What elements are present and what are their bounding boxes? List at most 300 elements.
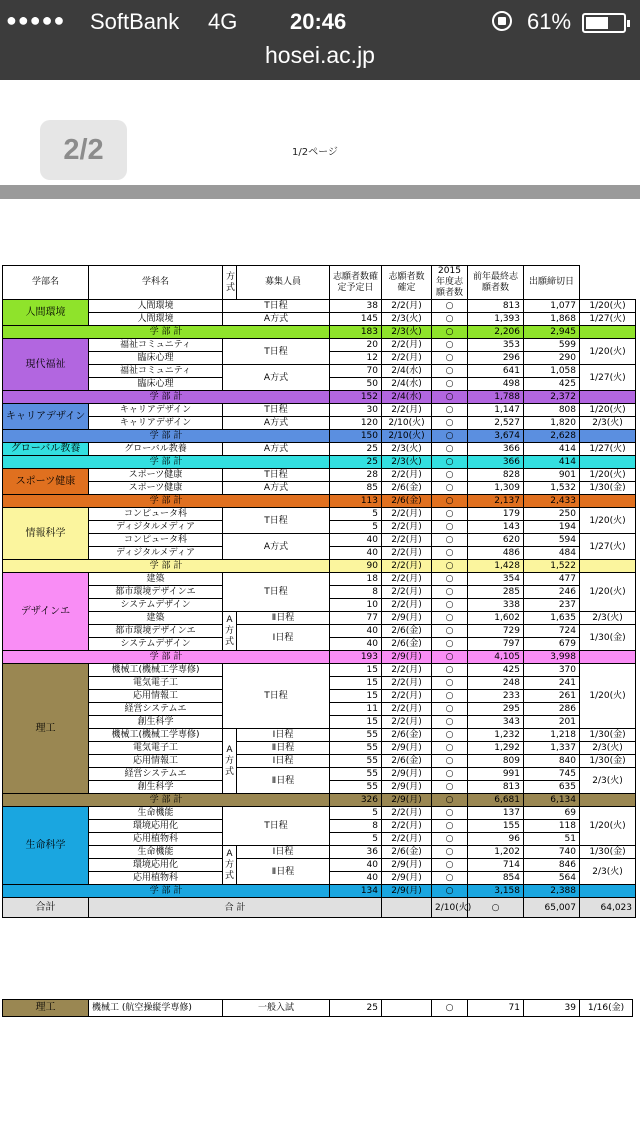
table-row (3, 339, 636, 352)
capacity-cell: 40 (330, 625, 382, 638)
confirmed-cell: ○ (432, 859, 468, 872)
applicants-cell: 248 (468, 677, 524, 690)
total-applicants: 1,428 (468, 560, 524, 573)
total-date: 2/4(水) (382, 391, 432, 404)
prev-applicants-cell: 745 (524, 768, 580, 781)
grand-total-prev: 64,023 (580, 898, 636, 918)
total-confirmed: ○ (432, 430, 468, 443)
total-deadline (580, 456, 636, 469)
prev-applicants-cell: 246 (524, 586, 580, 599)
table-row (3, 482, 636, 495)
table-row (3, 768, 636, 781)
confirm-date-cell: 2/9(月) (382, 742, 432, 755)
capacity-cell: 8 (330, 586, 382, 599)
table-row (3, 300, 636, 313)
applicants-cell: 1,602 (468, 612, 524, 625)
method-cell: Ⅱ日程 (237, 768, 330, 794)
confirmed-cell: ○ (432, 521, 468, 534)
prev-applicants-cell: 194 (524, 521, 580, 534)
header-applicants-2015: 2015年度志願者数 (432, 266, 468, 300)
a-method-vertical-label: A方式 (223, 729, 237, 794)
applicants-cell: 486 (468, 547, 524, 560)
confirm-date-cell: 2/2(月) (382, 534, 432, 547)
total-deadline (580, 495, 636, 508)
confirmed-cell: ○ (432, 547, 468, 560)
applicants-cell: 1,292 (468, 742, 524, 755)
confirmed-cell: ○ (432, 482, 468, 495)
faculty-total-row (3, 794, 636, 807)
applicants-cell: 620 (468, 534, 524, 547)
total-confirmed: ○ (432, 794, 468, 807)
total-deadline (580, 391, 636, 404)
prev-applicants-cell: 564 (524, 872, 580, 885)
applicants-cell: 295 (468, 703, 524, 716)
confirmed-cell: ○ (432, 833, 468, 846)
capacity-cell: 85 (330, 482, 382, 495)
department-cell: コンピュータ科 (89, 508, 223, 521)
prev-applicants-cell: 118 (524, 820, 580, 833)
carrier-name: SoftBank (90, 9, 180, 34)
method-cell: T日程 (223, 404, 330, 417)
confirm-date-cell: 2/2(月) (382, 586, 432, 599)
faculty-cell: 現代福祉 (3, 339, 89, 391)
method-cell: T日程 (223, 469, 330, 482)
table-header-row (3, 266, 636, 300)
confirmed-cell: ○ (432, 300, 468, 313)
battery-icon (582, 13, 626, 33)
department-cell: 電気電子工 (89, 677, 223, 690)
confirm-date-cell: 2/2(月) (382, 508, 432, 521)
confirm-date-cell: 2/9(月) (382, 612, 432, 625)
total-date: 2/10(火) (382, 430, 432, 443)
extra-method: 一般入試 (223, 1000, 330, 1017)
faculty-total-label: 学 部 計 (3, 651, 330, 664)
confirm-date-cell: 2/9(月) (382, 872, 432, 885)
faculty-total-row (3, 651, 636, 664)
method-cell: T日程 (223, 300, 330, 313)
department-cell: 機械工(機械工学専修) (89, 664, 223, 677)
capacity-cell: 77 (330, 612, 382, 625)
total-confirmed: ○ (432, 326, 468, 339)
table-row (3, 404, 636, 417)
faculty-total-row (3, 495, 636, 508)
table-row (3, 313, 636, 326)
department-cell: 建築 (89, 573, 223, 586)
deadline-cell: 1/27(火) (580, 313, 636, 326)
total-applicants: 2,206 (468, 326, 524, 339)
department-cell: 人間環境 (89, 313, 223, 326)
faculty-cell: キャリアデザイン (3, 404, 89, 430)
prev-applicants-cell: 808 (524, 404, 580, 417)
faculty-total-label: 学 部 計 (3, 391, 330, 404)
grand-total-faculty: 合計 (3, 898, 89, 918)
total-date: 2/6(金) (382, 495, 432, 508)
confirm-date-cell: 2/2(月) (382, 716, 432, 729)
table-row (3, 664, 636, 677)
prev-applicants-cell: 679 (524, 638, 580, 651)
table-row (3, 573, 636, 586)
confirm-date-cell: 2/2(月) (382, 833, 432, 846)
total-capacity: 113 (330, 495, 382, 508)
prev-applicants-cell: 1,218 (524, 729, 580, 742)
confirm-date-cell: 2/6(金) (382, 846, 432, 859)
applicants-cell: 296 (468, 352, 524, 365)
total-confirmed: ○ (432, 885, 468, 898)
total-confirmed: ○ (432, 495, 468, 508)
confirm-date-cell: 2/6(金) (382, 482, 432, 495)
total-date: 2/3(火) (382, 456, 432, 469)
confirm-date-cell: 2/6(金) (382, 755, 432, 768)
deadline-cell: 1/20(火) (580, 664, 636, 729)
department-cell: 臨床心理 (89, 352, 223, 365)
department-cell: 人間環境 (89, 300, 223, 313)
total-prev: 2,628 (524, 430, 580, 443)
deadline-cell: 2/3(火) (580, 417, 636, 430)
extra-date (382, 1000, 432, 1017)
capacity-cell: 20 (330, 339, 382, 352)
total-deadline (580, 560, 636, 573)
faculty-total-row (3, 885, 636, 898)
total-capacity: 152 (330, 391, 382, 404)
capacity-cell: 15 (330, 690, 382, 703)
prev-applicants-cell: 740 (524, 846, 580, 859)
confirm-date-cell: 2/2(月) (382, 807, 432, 820)
prev-applicants-cell: 414 (524, 443, 580, 456)
total-applicants: 366 (468, 456, 524, 469)
total-deadline (580, 885, 636, 898)
faculty-total-row (3, 430, 636, 443)
capacity-cell: 28 (330, 469, 382, 482)
total-applicants: 3,674 (468, 430, 524, 443)
confirm-date-cell: 2/2(月) (382, 352, 432, 365)
confirmed-cell: ○ (432, 443, 468, 456)
applicants-cell: 854 (468, 872, 524, 885)
prev-applicants-cell: 901 (524, 469, 580, 482)
extra-capacity: 25 (330, 1000, 382, 1017)
table-row (3, 846, 636, 859)
department-cell: 応用植物科 (89, 833, 223, 846)
prev-applicants-cell: 261 (524, 690, 580, 703)
method-cell: Ⅰ日程 (237, 846, 330, 859)
confirmed-cell: ○ (432, 638, 468, 651)
confirmed-cell: ○ (432, 820, 468, 833)
prev-applicants-cell: 425 (524, 378, 580, 391)
table-row (3, 534, 636, 547)
confirm-date-cell: 2/2(月) (382, 677, 432, 690)
department-cell: 生命機能 (89, 807, 223, 820)
total-confirmed: ○ (432, 651, 468, 664)
deadline-cell: 2/3(火) (580, 612, 636, 625)
confirmed-cell: ○ (432, 703, 468, 716)
confirmed-cell: ○ (432, 469, 468, 482)
faculty-cell: 生命科学 (3, 807, 89, 885)
deadline-cell: 1/20(火) (580, 807, 636, 846)
grand-total-capacity (382, 898, 432, 918)
department-cell: 機械工(機械工学専修) (89, 729, 223, 742)
header-faculty: 学部名 (3, 266, 89, 300)
prev-applicants-cell: 370 (524, 664, 580, 677)
faculty-cell: デザインエ (3, 573, 89, 651)
deadline-cell: 1/20(火) (580, 300, 636, 313)
deadline-cell: 1/27(火) (580, 534, 636, 560)
applicants-cell: 179 (468, 508, 524, 521)
capacity-cell: 38 (330, 300, 382, 313)
table-row (3, 729, 636, 742)
total-deadline (580, 326, 636, 339)
confirm-date-cell: 2/2(月) (382, 339, 432, 352)
confirmed-cell: ○ (432, 846, 468, 859)
total-applicants: 3,158 (468, 885, 524, 898)
table-row (3, 807, 636, 820)
faculty-total-row (3, 456, 636, 469)
prev-applicants-cell: 290 (524, 352, 580, 365)
status-bar (0, 0, 640, 80)
table-row (3, 612, 636, 625)
extra-department: 機械工 (航空操縦学専修) (89, 1000, 223, 1017)
applicants-cell: 828 (468, 469, 524, 482)
capacity-cell: 40 (330, 534, 382, 547)
capacity-cell: 5 (330, 521, 382, 534)
method-cell: A方式 (223, 482, 330, 495)
capacity-cell: 40 (330, 872, 382, 885)
faculty-total-row (3, 391, 636, 404)
method-cell: T日程 (223, 664, 330, 729)
faculty-total-label: 学 部 計 (3, 430, 330, 443)
applicants-cell: 233 (468, 690, 524, 703)
total-capacity: 90 (330, 560, 382, 573)
applicants-cell: 425 (468, 664, 524, 677)
confirm-date-cell: 2/2(月) (382, 664, 432, 677)
capacity-cell: 145 (330, 313, 382, 326)
confirm-date-cell: 2/2(月) (382, 573, 432, 586)
deadline-cell: 1/20(火) (580, 508, 636, 534)
department-cell: 経営システムエ (89, 768, 223, 781)
total-prev: 2,388 (524, 885, 580, 898)
extra-deadline: 1/16(金) (580, 1000, 633, 1017)
method-cell: A方式 (223, 443, 330, 456)
confirmed-cell: ○ (432, 742, 468, 755)
confirmed-cell: ○ (432, 781, 468, 794)
header-department: 学科名 (89, 266, 223, 300)
faculty-cell: スポーツ健康 (3, 469, 89, 495)
department-cell: 都市環境デザインエ (89, 625, 223, 638)
total-capacity: 183 (330, 326, 382, 339)
a-method-vertical-label: A方式 (223, 846, 237, 885)
deadline-cell: 1/30(金) (580, 846, 636, 859)
confirmed-cell: ○ (432, 404, 468, 417)
prev-applicants-cell: 237 (524, 599, 580, 612)
total-capacity: 25 (330, 456, 382, 469)
department-cell: 生命機能 (89, 846, 223, 859)
extra-table (2, 999, 633, 1017)
clock: 20:46 (290, 9, 347, 34)
rotation-lock-icon (492, 11, 512, 31)
prev-applicants-cell: 484 (524, 547, 580, 560)
confirmed-cell: ○ (432, 573, 468, 586)
method-cell: Ⅱ日程 (237, 612, 330, 625)
confirm-date-cell: 2/3(火) (382, 443, 432, 456)
applicants-cell: 2,527 (468, 417, 524, 430)
capacity-cell: 40 (330, 859, 382, 872)
confirmed-cell: ○ (432, 599, 468, 612)
department-cell: 臨床心理 (89, 378, 223, 391)
capacity-cell: 5 (330, 508, 382, 521)
header-confirm-date: 志願者数確定予定日 (330, 266, 382, 300)
grand-total-applicants: 65,007 (524, 898, 580, 918)
faculty-total-label: 学 部 計 (3, 326, 330, 339)
total-applicants: 1,788 (468, 391, 524, 404)
confirmed-cell: ○ (432, 677, 468, 690)
capacity-cell: 50 (330, 378, 382, 391)
capacity-cell: 55 (330, 755, 382, 768)
confirm-date-cell: 2/3(火) (382, 313, 432, 326)
method-cell: Ⅱ日程 (237, 742, 330, 755)
a-method-vertical-label: A方式 (223, 612, 237, 651)
faculty-total-row (3, 560, 636, 573)
table-row (3, 508, 636, 521)
confirm-date-cell: 2/2(月) (382, 521, 432, 534)
header-deadline: 出願締切日 (524, 266, 580, 300)
capacity-cell: 5 (330, 833, 382, 846)
total-applicants: 2,137 (468, 495, 524, 508)
battery-percent: 61% (527, 9, 572, 34)
prev-applicants-cell: 1,820 (524, 417, 580, 430)
prev-applicants-cell: 1,868 (524, 313, 580, 326)
applicants-cell: 285 (468, 586, 524, 599)
method-cell: Ⅰ日程 (237, 729, 330, 742)
prev-applicants-cell: 477 (524, 573, 580, 586)
confirmed-cell: ○ (432, 508, 468, 521)
table-row (3, 742, 636, 755)
confirm-date-cell: 2/9(月) (382, 768, 432, 781)
confirmed-cell: ○ (432, 716, 468, 729)
total-capacity: 326 (330, 794, 382, 807)
faculty-total-label: 学 部 計 (3, 495, 330, 508)
confirmed-cell: ○ (432, 807, 468, 820)
department-cell: 福祉コミュニティ (89, 365, 223, 378)
confirmed-cell: ○ (432, 729, 468, 742)
grand-total-label: 合 計 (89, 898, 382, 918)
applicants-cell: 1,232 (468, 729, 524, 742)
confirmed-cell: ○ (432, 755, 468, 768)
department-cell: スポーツ健康 (89, 469, 223, 482)
confirm-date-cell: 2/10(火) (382, 417, 432, 430)
applicants-cell: 991 (468, 768, 524, 781)
applicants-cell: 353 (468, 339, 524, 352)
prev-applicants-cell: 594 (524, 534, 580, 547)
prev-applicants-cell: 69 (524, 807, 580, 820)
total-applicants: 6,681 (468, 794, 524, 807)
applicants-cell: 641 (468, 365, 524, 378)
prev-applicants-cell: 1,077 (524, 300, 580, 313)
confirmed-cell: ○ (432, 313, 468, 326)
department-cell: 建築 (89, 612, 223, 625)
table-row (3, 859, 636, 872)
faculty-total-label: 学 部 計 (3, 456, 330, 469)
applicants-cell: 354 (468, 573, 524, 586)
applicants-cell: 137 (468, 807, 524, 820)
grand-total-confirmed: ○ (468, 898, 524, 918)
capacity-cell: 8 (330, 820, 382, 833)
department-cell: 環境応用化 (89, 859, 223, 872)
deadline-cell: 1/20(火) (580, 573, 636, 612)
method-cell: T日程 (223, 508, 330, 534)
department-cell: 電気電子工 (89, 742, 223, 755)
confirmed-cell: ○ (432, 625, 468, 638)
total-date: 2/3(火) (382, 326, 432, 339)
faculty-total-label: 学 部 計 (3, 794, 330, 807)
grand-total-row (3, 898, 636, 918)
total-prev: 1,522 (524, 560, 580, 573)
confirm-date-cell: 2/2(月) (382, 404, 432, 417)
prev-applicants-cell: 635 (524, 781, 580, 794)
capacity-cell: 40 (330, 638, 382, 651)
department-cell: スポーツ健康 (89, 482, 223, 495)
total-confirmed: ○ (432, 456, 468, 469)
applicants-cell: 813 (468, 781, 524, 794)
faculty-cell: 人間環境 (3, 300, 89, 326)
total-capacity: 150 (330, 430, 382, 443)
applicants-cell: 813 (468, 300, 524, 313)
confirmed-cell: ○ (432, 664, 468, 677)
capacity-cell: 10 (330, 599, 382, 612)
department-cell: システムデザイン (89, 638, 223, 651)
confirm-date-cell: 2/2(月) (382, 690, 432, 703)
department-cell: ディジタルメディア (89, 521, 223, 534)
table-row (3, 755, 636, 768)
capacity-cell: 12 (330, 352, 382, 365)
capacity-cell: 15 (330, 716, 382, 729)
department-cell: 創生科学 (89, 781, 223, 794)
total-deadline (580, 651, 636, 664)
department-cell: 都市環境デザインエ (89, 586, 223, 599)
prev-applicants-cell: 846 (524, 859, 580, 872)
total-confirmed: ○ (432, 560, 468, 573)
confirm-date-cell: 2/2(月) (382, 469, 432, 482)
method-cell: A方式 (223, 313, 330, 326)
confirm-date-cell: 2/4(水) (382, 365, 432, 378)
method-cell: A方式 (223, 365, 330, 391)
confirm-date-cell: 2/2(月) (382, 599, 432, 612)
capacity-cell: 40 (330, 547, 382, 560)
confirm-date-cell: 2/2(月) (382, 300, 432, 313)
applicants-table (2, 265, 636, 918)
extra-prev: 39 (524, 1000, 580, 1017)
header-capacity: 募集人員 (237, 266, 330, 300)
total-deadline (580, 794, 636, 807)
prev-applicants-cell: 286 (524, 703, 580, 716)
department-cell: 応用情報工 (89, 755, 223, 768)
deadline-cell: 2/3(火) (580, 859, 636, 885)
capacity-cell: 70 (330, 365, 382, 378)
confirm-date-cell: 2/9(月) (382, 859, 432, 872)
total-capacity: 193 (330, 651, 382, 664)
confirm-date-cell: 2/6(金) (382, 638, 432, 651)
applicants-cell: 1,309 (468, 482, 524, 495)
confirmed-cell: ○ (432, 339, 468, 352)
capacity-cell: 15 (330, 677, 382, 690)
capacity-cell: 55 (330, 781, 382, 794)
address-bar-url[interactable]: hosei.ac.jp (265, 42, 375, 68)
prev-applicants-cell: 1,058 (524, 365, 580, 378)
capacity-cell: 55 (330, 742, 382, 755)
total-date: 2/9(月) (382, 651, 432, 664)
faculty-total-label: 学 部 計 (3, 885, 330, 898)
header-confirmed: 志願者数確定 (382, 266, 432, 300)
faculty-total-row (3, 326, 636, 339)
faculty-cell: グローバル教養 (3, 443, 89, 456)
deadline-cell: 1/30(金) (580, 729, 636, 742)
